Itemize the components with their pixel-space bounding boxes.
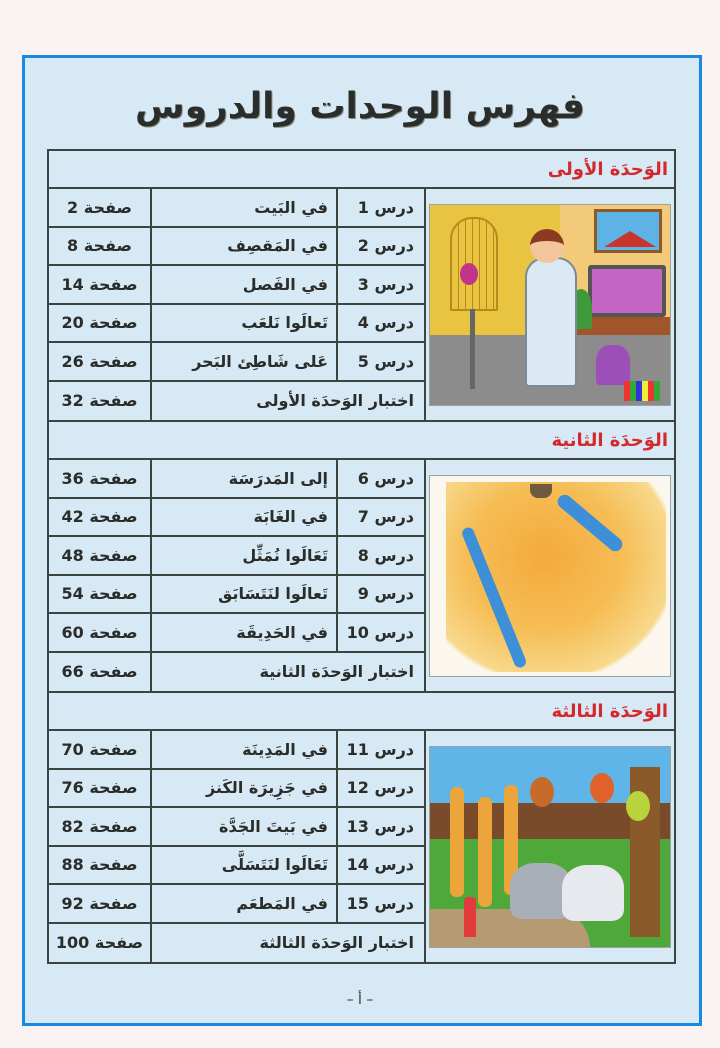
unit-section: [49, 460, 674, 693]
lesson-title: في المَطعَم: [152, 885, 338, 922]
living-room-illustration: [429, 204, 671, 406]
page-ref: صفحة 2: [49, 189, 152, 226]
lesson-number: درس 7: [357, 507, 414, 527]
page-ref: صفحة 70: [49, 731, 152, 768]
page-title: فهرس الوحدات والدروس: [135, 86, 585, 127]
lesson-title: عَلى شَاطِئ البَحر: [152, 343, 338, 380]
lesson-number: درس 6: [357, 468, 414, 488]
lesson-row[interactable]: [49, 614, 424, 653]
lesson-row[interactable]: [49, 537, 424, 576]
map-illustration: [429, 475, 671, 677]
lesson-row[interactable]: [49, 808, 424, 847]
lesson-number: درس 5: [357, 351, 414, 371]
lesson-row[interactable]: [49, 885, 424, 924]
unit-test-row[interactable]: [49, 653, 424, 692]
page-ref: صفحة 60: [49, 614, 152, 651]
lesson-number: درس 4: [357, 313, 414, 333]
lesson-title: تَعالَوا نَلعَب: [152, 305, 338, 342]
lesson-number: درس 14: [346, 855, 414, 875]
unit-title: الوَحدَة الأولى: [547, 158, 668, 180]
page-ref: صفحة 32: [49, 382, 152, 421]
lesson-title: في الفَصل: [152, 266, 338, 303]
unit-header: [49, 693, 674, 731]
lesson-row[interactable]: [49, 305, 424, 344]
lesson-row[interactable]: [49, 228, 424, 267]
lesson-number: درس 12: [346, 778, 414, 798]
lesson-title: في البَيت: [152, 189, 338, 226]
unit-test-title: اختبار الوَحدَة الثالثة: [259, 933, 414, 953]
lesson-row[interactable]: [49, 576, 424, 615]
page-ref: صفحة 48: [49, 537, 152, 574]
page-ref: صفحة 100: [49, 924, 152, 963]
lesson-number: درس 13: [346, 816, 414, 836]
lesson-number: درس 9: [357, 584, 414, 604]
page-ref: صفحة 76: [49, 770, 152, 807]
lesson-title: في المَدِينَة: [152, 731, 338, 768]
lesson-title: تَعالَوا لنَتَسَابَق: [152, 576, 338, 613]
lesson-number: درس 15: [346, 893, 414, 913]
lesson-row[interactable]: [49, 343, 424, 382]
page-ref: صفحة 14: [49, 266, 152, 303]
lesson-number: درس 2: [357, 236, 414, 256]
lesson-title: تَعَالَوا نُمَثِّل: [152, 537, 338, 574]
unit-header: [49, 151, 674, 189]
picture-cell: [424, 189, 674, 420]
unit-test-title: اختبار الوَحدَة الثانية: [259, 662, 414, 682]
unit-section: [49, 731, 674, 962]
lesson-title: في بَيتَ الجَدَّة: [152, 808, 338, 845]
lesson-title: في المَقصِف: [152, 228, 338, 265]
lesson-number: درس 3: [357, 274, 414, 294]
page-ref: صفحة 92: [49, 885, 152, 922]
lesson-title: في جَزِيرَة الكَنز: [152, 770, 338, 807]
lesson-number: درس 10: [346, 622, 414, 642]
picture-cell: [424, 731, 674, 962]
lesson-row[interactable]: [49, 266, 424, 305]
zoo-illustration: [429, 746, 671, 948]
page-ref: صفحة 8: [49, 228, 152, 265]
lesson-title: في الغَابَة: [152, 499, 338, 536]
unit-title: الوَحدَة الثانية: [551, 429, 668, 451]
page-ref: صفحة 66: [49, 653, 152, 692]
page-ref: صفحة 20: [49, 305, 152, 342]
unit-section: [49, 189, 674, 422]
lesson-number: درس 11: [346, 739, 414, 759]
lesson-number: درس 8: [357, 545, 414, 565]
page-ref: صفحة 82: [49, 808, 152, 845]
lesson-row[interactable]: [49, 770, 424, 809]
lesson-row[interactable]: [49, 499, 424, 538]
page-ref: صفحة 36: [49, 460, 152, 497]
toc-table: [47, 149, 676, 964]
unit-header: [49, 422, 674, 460]
page-ref: صفحة 42: [49, 499, 152, 536]
picture-cell: [424, 460, 674, 691]
unit-test-row[interactable]: [49, 382, 424, 421]
lesson-number: درس 1: [357, 197, 414, 217]
page-ref: صفحة 26: [49, 343, 152, 380]
lesson-row[interactable]: [49, 731, 424, 770]
lesson-row[interactable]: [49, 460, 424, 499]
lesson-row[interactable]: [49, 847, 424, 886]
lesson-title: في الحَدِيقَة: [152, 614, 338, 651]
page-ref: صفحة 54: [49, 576, 152, 613]
lesson-title: تَعَالَوا لنَتَسَلَّى: [152, 847, 338, 884]
unit-test-title: اختبار الوَحدَة الأولى: [256, 391, 414, 411]
lesson-row[interactable]: [49, 189, 424, 228]
page-ref: صفحة 88: [49, 847, 152, 884]
unit-test-row[interactable]: [49, 924, 424, 963]
lesson-title: إلى المَدرَسَة: [152, 460, 338, 497]
page-number: – أ –: [346, 992, 374, 1008]
unit-title: الوَحدَة الثالثة: [551, 700, 668, 722]
